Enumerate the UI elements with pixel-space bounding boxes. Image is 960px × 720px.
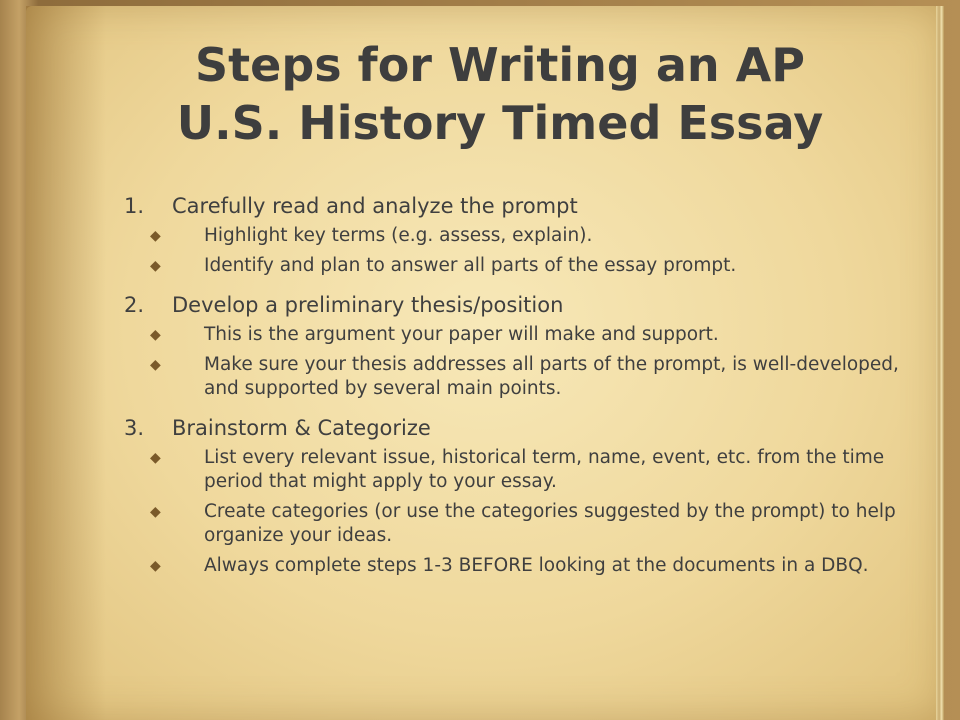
diamond-bullet-icon: ◆: [150, 504, 161, 520]
step-number: 1.: [124, 194, 145, 218]
step-heading: Carefully read and analyze the prompt: [172, 194, 578, 218]
list-item: [124, 323, 924, 347]
list-item: [124, 224, 924, 248]
bullet-text: Make sure your thesis addresses all parts of the prompt, is well-developed, and supported by several main points.: [204, 354, 899, 399]
diamond-bullet-icon: ◆: [150, 450, 161, 466]
step-heading: Brainstorm & Categorize: [172, 416, 431, 440]
step-number: 2.: [124, 293, 145, 317]
step-2: [124, 291, 924, 401]
step-heading: Develop a preliminary thesis/position: [172, 293, 564, 317]
diamond-bullet-icon: ◆: [150, 327, 161, 343]
bullet-text: Identify and plan to answer all parts of the essay prompt.: [204, 255, 737, 276]
steps-list: [124, 192, 924, 591]
diamond-bullet-icon: ◆: [150, 258, 161, 274]
bullet-text: List every relevant issue, historical term, name, event, etc. from the time period that might apply to your essay.: [204, 447, 885, 492]
bullet-text: Highlight key terms (e.g. assess, explain).: [204, 225, 593, 246]
bullet-text: This is the argument your paper will make and support.: [204, 324, 719, 345]
list-item: [124, 446, 924, 494]
bullet-text: Always complete steps 1-3 BEFORE looking at the documents in a DBQ.: [204, 555, 869, 576]
diamond-bullet-icon: ◆: [150, 558, 161, 574]
diamond-bullet-icon: ◆: [150, 228, 161, 244]
step-number: 3.: [124, 416, 145, 440]
bullet-text: Create categories (or use the categories suggested by the prompt) to help organize your ideas.: [204, 501, 896, 546]
diamond-bullet-icon: ◆: [150, 357, 161, 373]
list-item: [124, 500, 924, 548]
step-1: [124, 192, 924, 278]
slide-title: [60, 36, 940, 152]
list-item: [124, 353, 924, 401]
list-item: [124, 254, 924, 278]
list-item: [124, 554, 924, 578]
title-line-1: Steps for Writing an AP: [195, 38, 805, 92]
step-3: [124, 414, 924, 578]
title-line-2: U.S. History Timed Essay: [176, 96, 824, 150]
